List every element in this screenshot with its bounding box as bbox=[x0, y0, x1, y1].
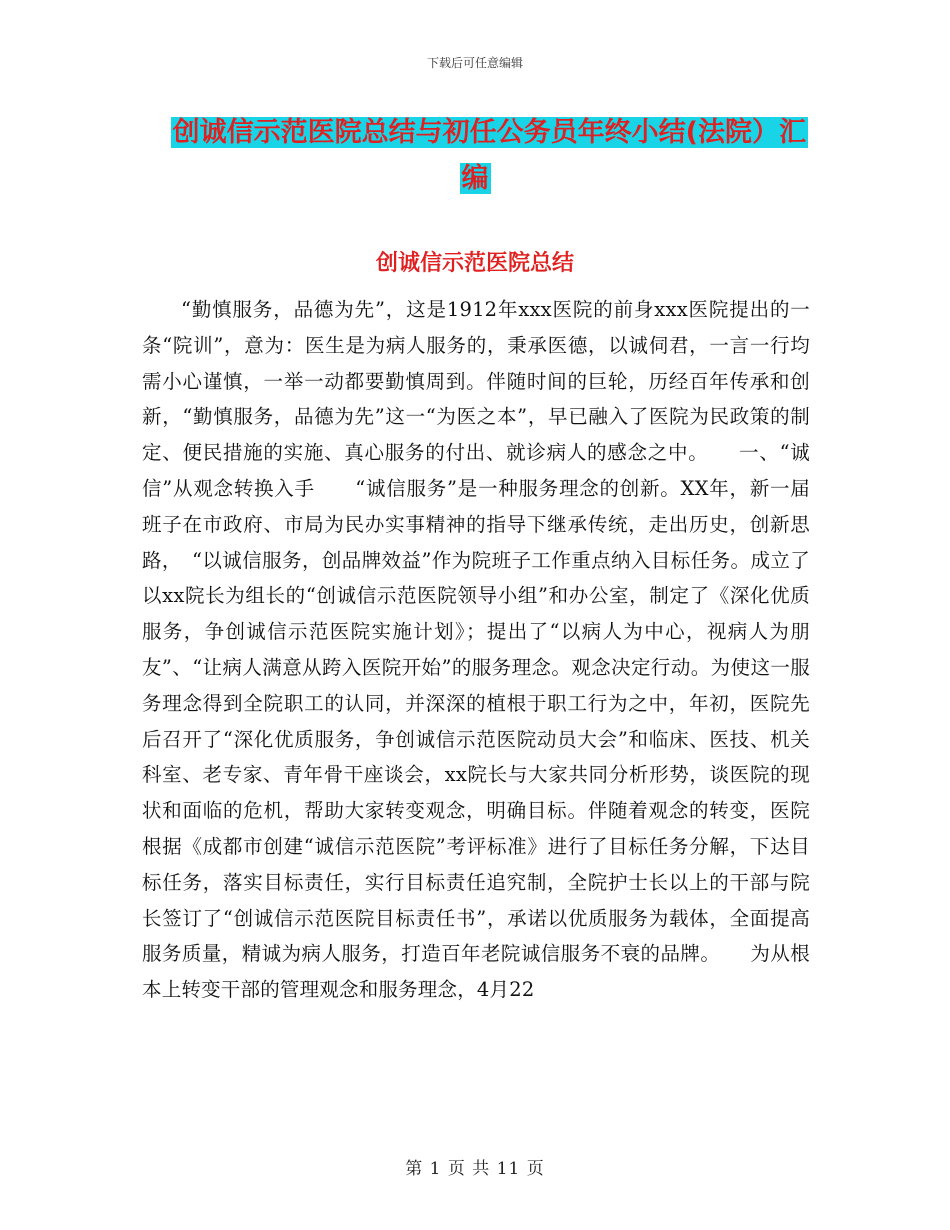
document-title-line-1 bbox=[142, 110, 808, 156]
title-highlight-2: 编 bbox=[461, 163, 489, 194]
body-paragraph: “勤慎服务，品德为先”，这是1912年xxx医院的前身xxx医院提出的一条“院训”，意为：医生是为病人服务的，秉承医德，以诚伺君，一言一行均需小心谨慎，一举一动都要勤慎周到。伴随时间的巨轮，历经百年传承和创新，“勤慎服务，品德为先”这一“为医之本”，早已融入了医院为民政策的制定、便民措施的实施、真心服务的付出、就诊病人的感念之中。 一、“诚信”从观念转换入手 “诚信服务”是一种服务理念的创新。XX年，新一届班子在市政府、市局为民办实事精神的指导下继承传统，走出历史，创新思路， “以诚信服务，创品牌效益”作为院班子工作重点纳入目标任务。成立了以xx院长为组长的“创诚信示范医院领导小组”和办公室，制定了《深化优质服务，争创诚信示范医院实施计划》；提出了“以病人为中心，视病人为朋友”、“让病人满意从跨入医院开始”的服务理念。观念决定行动。为使这一服务理念得到全院职工的认同，并深深的植根于职工行为之中，年初，医院先后召开了“深化优质服务，争创诚信示范医院动员大会”和临床、医技、机关科室、老专家、青年骨干座谈会，xx院长与大家共同分析形势，谈医院的现状和面临的危机，帮助大家转变观念，明确目标。伴随着观念的转变，医院根据《成都市创建“诚信示范医院”考评标准》进行了目标任务分解，下达目标任务，落实目标责任，实行目标责任追究制，全院护士长以上的干部与院长签订了“创诚信示范医院目标责任书”，承诺以优质服务为载体，全面提高服务质量，精诚为病人服务，打造百年老院诚信服务不衰的品牌。 为从根本上转变干部的管理观念和服务理念，4月22 bbox=[142, 298, 810, 1002]
document-title-line-2 bbox=[142, 156, 808, 202]
header-note: 下载后可任意编辑 bbox=[426, 56, 523, 70]
document-title bbox=[142, 110, 808, 202]
title-highlight-1: 创诚信示范医院总结与初任公务员年终小结(法院）汇 bbox=[172, 117, 806, 148]
page-number-footer: 第 1 页 共 11 页 bbox=[405, 1159, 545, 1179]
section-title: 创诚信示范医院总结 bbox=[375, 251, 574, 276]
